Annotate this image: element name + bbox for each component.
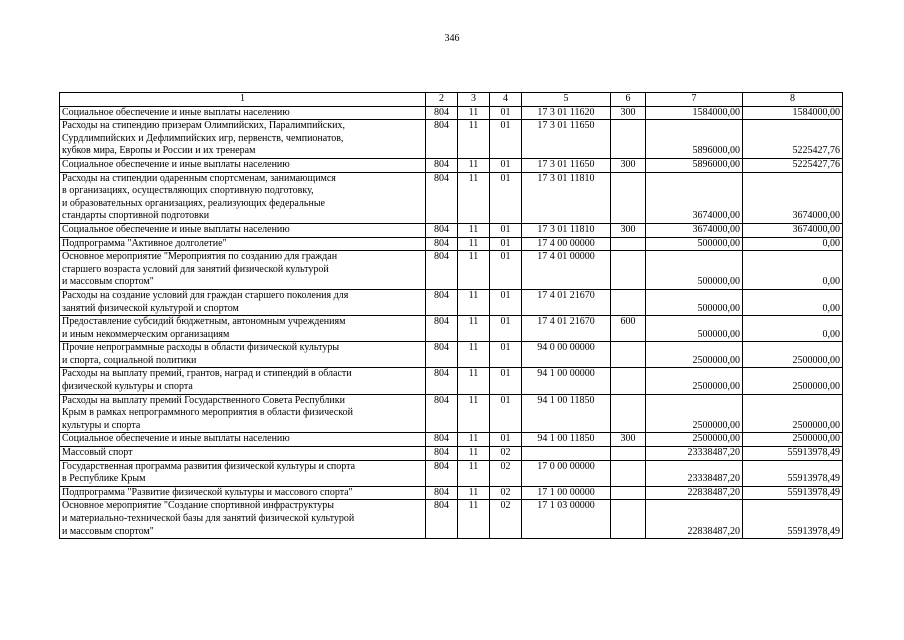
subsection-code-cell: 01 bbox=[490, 237, 522, 251]
subsection-code-cell: 01 bbox=[490, 394, 522, 433]
expense-name-cell: Расходы на создание условий для граждан старшего поколения для занятий физической культурой и спортом bbox=[60, 289, 426, 315]
header-cell: 5 bbox=[522, 93, 611, 107]
amount-year1-cell: 22838487,20 bbox=[646, 486, 743, 500]
section-code-cell: 11 bbox=[458, 433, 490, 447]
amount-year2-cell: 0,00 bbox=[743, 251, 843, 290]
target-article-code-cell: 17 1 03 00000 bbox=[522, 500, 611, 539]
expense-name-cell: Подпрограмма "Развитие физической культуры и массового спорта" bbox=[60, 486, 426, 500]
expense-type-code-cell bbox=[611, 237, 646, 251]
amount-year1-cell: 2500000,00 bbox=[646, 433, 743, 447]
target-article-code-cell: 17 4 01 21670 bbox=[522, 289, 611, 315]
expense-name-cell: Расходы на выплату премий, грантов, наград и стипендий в области физической культуры и спорта bbox=[60, 368, 426, 394]
header-cell: 8 bbox=[743, 93, 843, 107]
subsection-code-cell: 01 bbox=[490, 251, 522, 290]
amount-year2-cell: 5225427,76 bbox=[743, 120, 843, 159]
table-row bbox=[60, 172, 843, 223]
header-cell: 6 bbox=[611, 93, 646, 107]
target-article-code-cell: 17 3 01 11650 bbox=[522, 158, 611, 172]
expense-name-cell: Расходы на стипендии одаренным спортсменам, занимающимся в организациях, осуществляющих спортивную подготовку, и образовательных организациях, реализующих федеральные стандарты спортивной подготовки bbox=[60, 172, 426, 223]
expense-type-code-cell bbox=[611, 289, 646, 315]
expense-name-cell: Социальное обеспечение и иные выплаты населению bbox=[60, 106, 426, 120]
table-row bbox=[60, 158, 843, 172]
amount-year1-cell: 23338487,20 bbox=[646, 447, 743, 461]
department-code-cell: 804 bbox=[426, 447, 458, 461]
target-article-code-cell: 17 4 01 21670 bbox=[522, 316, 611, 342]
table-row bbox=[60, 289, 843, 315]
table-row bbox=[60, 237, 843, 251]
expense-type-code-cell bbox=[611, 251, 646, 290]
expense-name-cell: Расходы на стипендию призерам Олимпийских, Паралимпийских, Сурдлимпийских и Дефлимпийских игр, первенств, чемпионатов, кубков мира, Европы и России и их тренерам bbox=[60, 120, 426, 159]
expense-type-code-cell bbox=[611, 460, 646, 486]
header-cell: 7 bbox=[646, 93, 743, 107]
target-article-code-cell: 17 3 01 11810 bbox=[522, 172, 611, 223]
table-row bbox=[60, 223, 843, 237]
table-row bbox=[60, 368, 843, 394]
department-code-cell: 804 bbox=[426, 120, 458, 159]
table-row bbox=[60, 433, 843, 447]
subsection-code-cell: 01 bbox=[490, 172, 522, 223]
section-code-cell: 11 bbox=[458, 106, 490, 120]
budget-table bbox=[59, 92, 843, 539]
amount-year1-cell: 2500000,00 bbox=[646, 394, 743, 433]
target-article-code-cell: 17 3 01 11620 bbox=[522, 106, 611, 120]
amount-year1-cell: 500000,00 bbox=[646, 289, 743, 315]
expense-name-cell: Социальное обеспечение и иные выплаты населению bbox=[60, 223, 426, 237]
target-article-code-cell: 94 0 00 00000 bbox=[522, 342, 611, 368]
section-code-cell: 11 bbox=[458, 120, 490, 159]
amount-year1-cell: 3674000,00 bbox=[646, 172, 743, 223]
amount-year1-cell: 3674000,00 bbox=[646, 223, 743, 237]
section-code-cell: 11 bbox=[458, 394, 490, 433]
table-header-row bbox=[60, 93, 843, 107]
amount-year2-cell: 1584000,00 bbox=[743, 106, 843, 120]
subsection-code-cell: 01 bbox=[490, 342, 522, 368]
header-cell: 2 bbox=[426, 93, 458, 107]
section-code-cell: 11 bbox=[458, 447, 490, 461]
table-row bbox=[60, 342, 843, 368]
page-number: 346 bbox=[444, 33, 460, 44]
department-code-cell: 804 bbox=[426, 172, 458, 223]
table-row bbox=[60, 120, 843, 159]
expense-type-code-cell: 300 bbox=[611, 223, 646, 237]
department-code-cell: 804 bbox=[426, 342, 458, 368]
department-code-cell: 804 bbox=[426, 316, 458, 342]
expense-name-cell: Основное мероприятие "Мероприятия по созданию для граждан старшего возраста условий для занятий физической культурой и массовым спортом" bbox=[60, 251, 426, 290]
target-article-code-cell: 17 1 00 00000 bbox=[522, 486, 611, 500]
section-code-cell: 11 bbox=[458, 289, 490, 315]
subsection-code-cell: 02 bbox=[490, 500, 522, 539]
target-article-code-cell: 94 1 00 11850 bbox=[522, 394, 611, 433]
department-code-cell: 804 bbox=[426, 368, 458, 394]
expense-type-code-cell bbox=[611, 394, 646, 433]
department-code-cell: 804 bbox=[426, 289, 458, 315]
subsection-code-cell: 01 bbox=[490, 158, 522, 172]
expense-type-code-cell: 300 bbox=[611, 433, 646, 447]
target-article-code-cell: 17 0 00 00000 bbox=[522, 460, 611, 486]
amount-year2-cell: 2500000,00 bbox=[743, 368, 843, 394]
amount-year1-cell: 22838487,20 bbox=[646, 500, 743, 539]
expense-type-code-cell bbox=[611, 486, 646, 500]
target-article-code-cell bbox=[522, 447, 611, 461]
expense-type-code-cell: 300 bbox=[611, 106, 646, 120]
department-code-cell: 804 bbox=[426, 106, 458, 120]
expense-type-code-cell bbox=[611, 342, 646, 368]
table-row bbox=[60, 394, 843, 433]
amount-year2-cell: 3674000,00 bbox=[743, 172, 843, 223]
expense-name-cell: Государственная программа развития физической культуры и спорта в Республике Крым bbox=[60, 460, 426, 486]
amount-year1-cell: 2500000,00 bbox=[646, 342, 743, 368]
section-code-cell: 11 bbox=[458, 316, 490, 342]
expense-type-code-cell: 300 bbox=[611, 158, 646, 172]
table-row bbox=[60, 316, 843, 342]
section-code-cell: 11 bbox=[458, 251, 490, 290]
expense-type-code-cell bbox=[611, 172, 646, 223]
subsection-code-cell: 01 bbox=[490, 368, 522, 394]
subsection-code-cell: 01 bbox=[490, 120, 522, 159]
table-row bbox=[60, 106, 843, 120]
department-code-cell: 804 bbox=[426, 486, 458, 500]
section-code-cell: 11 bbox=[458, 223, 490, 237]
subsection-code-cell: 02 bbox=[490, 447, 522, 461]
department-code-cell: 804 bbox=[426, 251, 458, 290]
section-code-cell: 11 bbox=[458, 237, 490, 251]
amount-year2-cell: 0,00 bbox=[743, 316, 843, 342]
expense-type-code-cell bbox=[611, 368, 646, 394]
subsection-code-cell: 01 bbox=[490, 316, 522, 342]
expense-name-cell: Прочие непрограммные расходы в области физической культуры и спорта, социальной политики bbox=[60, 342, 426, 368]
header-cell: 3 bbox=[458, 93, 490, 107]
amount-year2-cell: 2500000,00 bbox=[743, 342, 843, 368]
expense-type-code-cell bbox=[611, 120, 646, 159]
target-article-code-cell: 94 1 00 11850 bbox=[522, 433, 611, 447]
department-code-cell: 804 bbox=[426, 158, 458, 172]
expense-name-cell: Социальное обеспечение и иные выплаты населению bbox=[60, 433, 426, 447]
expense-name-cell: Основное мероприятие "Создание спортивной инфраструктуры и материально-технической базы для занятий физической культурой и массовым спортом" bbox=[60, 500, 426, 539]
amount-year1-cell: 500000,00 bbox=[646, 251, 743, 290]
header-cell: 1 bbox=[60, 93, 426, 107]
expense-type-code-cell bbox=[611, 447, 646, 461]
expense-name-cell: Массовый спорт bbox=[60, 447, 426, 461]
section-code-cell: 11 bbox=[458, 172, 490, 223]
amount-year1-cell: 5896000,00 bbox=[646, 120, 743, 159]
amount-year1-cell: 23338487,20 bbox=[646, 460, 743, 486]
table-row bbox=[60, 447, 843, 461]
amount-year2-cell: 3674000,00 bbox=[743, 223, 843, 237]
expense-name-cell: Подпрограмма "Активное долголетие" bbox=[60, 237, 426, 251]
section-code-cell: 11 bbox=[458, 500, 490, 539]
department-code-cell: 804 bbox=[426, 223, 458, 237]
department-code-cell: 804 bbox=[426, 500, 458, 539]
department-code-cell: 804 bbox=[426, 460, 458, 486]
amount-year2-cell: 55913978,49 bbox=[743, 500, 843, 539]
subsection-code-cell: 02 bbox=[490, 486, 522, 500]
department-code-cell: 804 bbox=[426, 433, 458, 447]
amount-year2-cell: 2500000,00 bbox=[743, 433, 843, 447]
target-article-code-cell: 17 4 00 00000 bbox=[522, 237, 611, 251]
table-row bbox=[60, 460, 843, 486]
table-row bbox=[60, 500, 843, 539]
target-article-code-cell: 94 1 00 00000 bbox=[522, 368, 611, 394]
amount-year2-cell: 55913978,49 bbox=[743, 460, 843, 486]
subsection-code-cell: 01 bbox=[490, 289, 522, 315]
amount-year2-cell: 55913978,49 bbox=[743, 447, 843, 461]
expense-type-code-cell bbox=[611, 500, 646, 539]
target-article-code-cell: 17 3 01 11810 bbox=[522, 223, 611, 237]
target-article-code-cell: 17 3 01 11650 bbox=[522, 120, 611, 159]
table-row bbox=[60, 486, 843, 500]
subsection-code-cell: 01 bbox=[490, 433, 522, 447]
subsection-code-cell: 02 bbox=[490, 460, 522, 486]
amount-year1-cell: 5896000,00 bbox=[646, 158, 743, 172]
amount-year2-cell: 5225427,76 bbox=[743, 158, 843, 172]
amount-year1-cell: 2500000,00 bbox=[646, 368, 743, 394]
header-cell: 4 bbox=[490, 93, 522, 107]
amount-year1-cell: 500000,00 bbox=[646, 316, 743, 342]
department-code-cell: 804 bbox=[426, 394, 458, 433]
section-code-cell: 11 bbox=[458, 486, 490, 500]
section-code-cell: 11 bbox=[458, 460, 490, 486]
amount-year2-cell: 55913978,49 bbox=[743, 486, 843, 500]
table-row bbox=[60, 251, 843, 290]
amount-year1-cell: 500000,00 bbox=[646, 237, 743, 251]
section-code-cell: 11 bbox=[458, 158, 490, 172]
amount-year2-cell: 2500000,00 bbox=[743, 394, 843, 433]
subsection-code-cell: 01 bbox=[490, 223, 522, 237]
expense-type-code-cell: 600 bbox=[611, 316, 646, 342]
section-code-cell: 11 bbox=[458, 368, 490, 394]
section-code-cell: 11 bbox=[458, 342, 490, 368]
expense-name-cell: Социальное обеспечение и иные выплаты населению bbox=[60, 158, 426, 172]
department-code-cell: 804 bbox=[426, 237, 458, 251]
expense-name-cell: Расходы на выплату премий Государственного Совета Республики Крым в рамках непрограммного мероприятия в области физической культуры и спорта bbox=[60, 394, 426, 433]
amount-year2-cell: 0,00 bbox=[743, 289, 843, 315]
amount-year2-cell: 0,00 bbox=[743, 237, 843, 251]
target-article-code-cell: 17 4 01 00000 bbox=[522, 251, 611, 290]
amount-year1-cell: 1584000,00 bbox=[646, 106, 743, 120]
expense-name-cell: Предоставление субсидий бюджетным, автономным учреждениям и иным некоммерческим организациям bbox=[60, 316, 426, 342]
subsection-code-cell: 01 bbox=[490, 106, 522, 120]
